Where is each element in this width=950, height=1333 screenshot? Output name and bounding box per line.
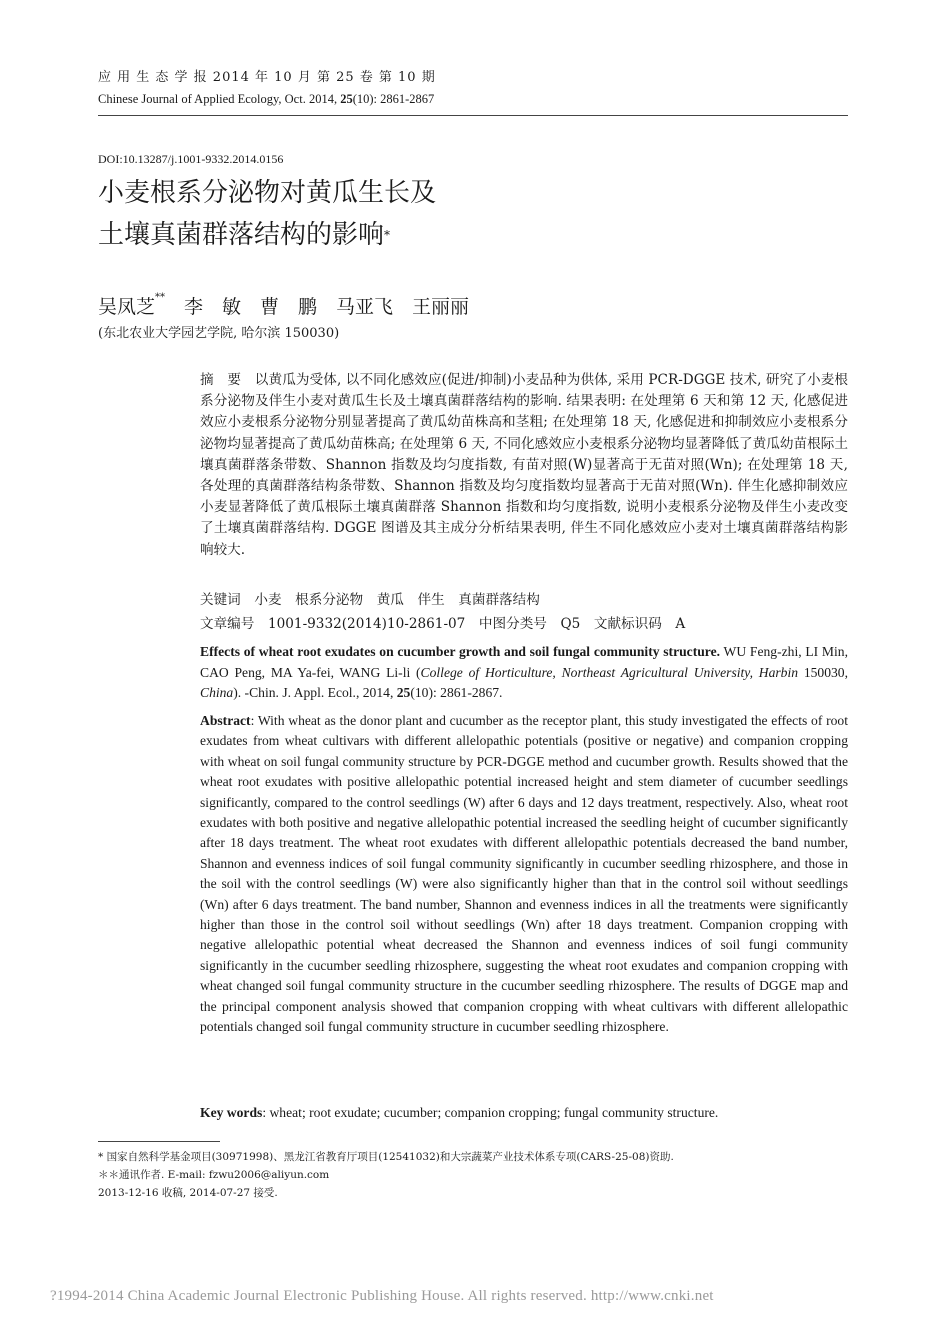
classification-info: 文章编号 1001-9332(2014)10-2861-07 中图分类号 Q5 文献标识码 A	[200, 616, 686, 632]
corresponding-mark: **	[155, 292, 166, 303]
author-list	[98, 292, 469, 319]
citation-volume: 25	[396, 685, 411, 700]
journal-volume: 25	[340, 92, 353, 106]
english-country: China	[200, 685, 234, 700]
footnote-funding: * 国家自然科学基金项目(30971998)、黑龙江省教育厅项目(12541032)和大宗蔬菜产业技术体系专项(CARS-25-08)资助.	[98, 1151, 674, 1163]
keywords-en-label: Key words	[200, 1105, 263, 1120]
title-footnote-mark: *	[384, 228, 391, 242]
english-journal: ). -Chin. J. Appl. Ecol.	[233, 685, 356, 700]
title-line-2: 土壤真菌群落结构的影响	[98, 220, 385, 250]
citation-prefix: , 2014,	[355, 685, 397, 700]
first-author: 吴凤芝	[98, 296, 156, 318]
article-title	[98, 172, 436, 256]
citation-suffix: (10): 2861-2867.	[410, 685, 503, 700]
english-title: Effects of wheat root exudates on cucumber growth and soil fungal community structure.	[200, 644, 721, 659]
abstract-zh: 摘 要 以黄瓜为受体, 以不同化感效应(促进/抑制)小麦品种为供体, 采用 PCR-DGGE 技术, 研究了小麦根系分泌物及伴生小麦对黄瓜生长及土壤真菌群落结构的影响. 结果表明: 在处理第 6 天和第 12 天, 化感促进效应小麦根系分泌物分别显著提高了黄瓜幼苗株高和茎粗; 在处理第 18 天, 化感促进和抑制效应小麦根系分泌物均显著提高了黄瓜幼苗株高; 在处理第 6 天, 不同化感效应小麦根系分泌物均显著降低了黄瓜幼苗根际土壤真菌群落条带数、Shannon 指数及均匀度指数, 有苗对照(W)显著高于无苗对照(Wn); 在处理第 18 天, 各处理的真菌群落结构条带数、Shannon 指数及均匀度指数均显著高于无苗对照(Wn). 伴生化感抑制效应小麦显著降低了黄瓜根际土壤真菌群落 Shannon 指数和均匀度指数, 说明小麦根系分泌物及伴生小麦改变了土壤真菌群落结构. DGGE 图谱及其主成分分析结果表明, 伴生不同化感效应小麦对土壤真菌群落结构影响较大.	[200, 372, 848, 558]
title-line-1: 小麦根系分泌物对黄瓜生长及	[98, 178, 437, 208]
footnote-divider	[98, 1141, 220, 1142]
keywords-en-text: : wheat; root exudate; cucumber; companion cropping; fungal community structure.	[262, 1105, 719, 1120]
journal-header-en-prefix: Chinese Journal of Applied Ecology, Oct. 2014,	[98, 92, 341, 106]
keywords-zh: 关键词 小麦 根系分泌物 黄瓜 伴生 真菌群落结构	[200, 592, 540, 608]
keywords-en	[200, 1103, 848, 1123]
copyright-footer: ?1994-2014 China Academic Journal Electronic Publishing House. All rights reserved. http://www.cnki.net	[50, 1288, 714, 1304]
journal-header-zh: 应 用 生 态 学 报 2014 年 10 月 第 25 卷 第 10 期	[98, 70, 436, 85]
english-title-block	[200, 642, 848, 704]
english-affiliation: College of Horticulture, Northeast Agricultural University, Harbin	[420, 664, 799, 680]
footnote-corresponding: ＊＊通讯作者. E-mail: fzwu2006@aliyun.com	[98, 1169, 330, 1181]
journal-issue-pages: (10): 2861-2867	[352, 92, 435, 106]
co-authors: 李 敏 曹 鹏 马亚飞 王丽丽	[184, 296, 470, 318]
footnote-dates: 2013-12-16 收稿, 2014-07-27 接受.	[98, 1187, 278, 1199]
abstract-en-label: Abstract	[200, 713, 251, 728]
header-divider	[98, 115, 848, 116]
english-authors: WU Feng-zhi, LI Min, CAO Peng, MA Ya-fei, WANG Li-li (	[200, 644, 848, 680]
english-postcode: 150030,	[798, 664, 848, 680]
abstract-en	[200, 711, 848, 1038]
abstract-en-text: : With wheat as the donor plant and cucumber as the receptor plant, this study investigated the effects of root exudates from wheat cultivars with different allelopathic potentials (positive or negative) and companion cropping with wheat on soil fungal community structure by PCR-DGGE method and cucumber growth. Results showed that the wheat root exudates with positive allelopathic potential increased height and stem diameter of cucumber seedlings significantly, compared to the control seedlings (W) after 6 days and 12 days treatment, respectively. Also, wheat root exudates with both positive and negative allelopathic potential increased the seedling height of cucumber significantly after 18 days treatment. The wheat root exudates with different allelopathic potentials decreased the band number, Shannon and evenness indices of soil fungal community significantly in cucumber seedling rhizosphere, and those in the soil with the control seedlings (W) were also significantly higher than that in the control soil without seedlings (Wn) after 6 days treatment. The band number, Shannon and evenness indices in all the treatments were significantly higher than those in the control soil without seedlings (Wn) after 18 days treatment. Companion cropping with negative allelopathic potential wheat decreased the Shannon and evenness indices of soil fungi community significantly in the cucumber seedling rhizosphere, suggesting the wheat root exudates and companion cropping with wheat changed soil fungal community structure in the cucumber seedling rhizosphere. The results of DGGE map and the principal component analysis showed that companion cropping with wheat cultivars with different allelopathic potentials changed soil fungal community structure in cucumber seedling rhizosphere.	[200, 713, 848, 1035]
affiliation: (东北农业大学园艺学院, 哈尔滨 150030)	[98, 326, 340, 341]
doi: DOI:10.13287/j.1001-9332.2014.0156	[98, 152, 284, 166]
journal-header-en	[98, 92, 434, 107]
